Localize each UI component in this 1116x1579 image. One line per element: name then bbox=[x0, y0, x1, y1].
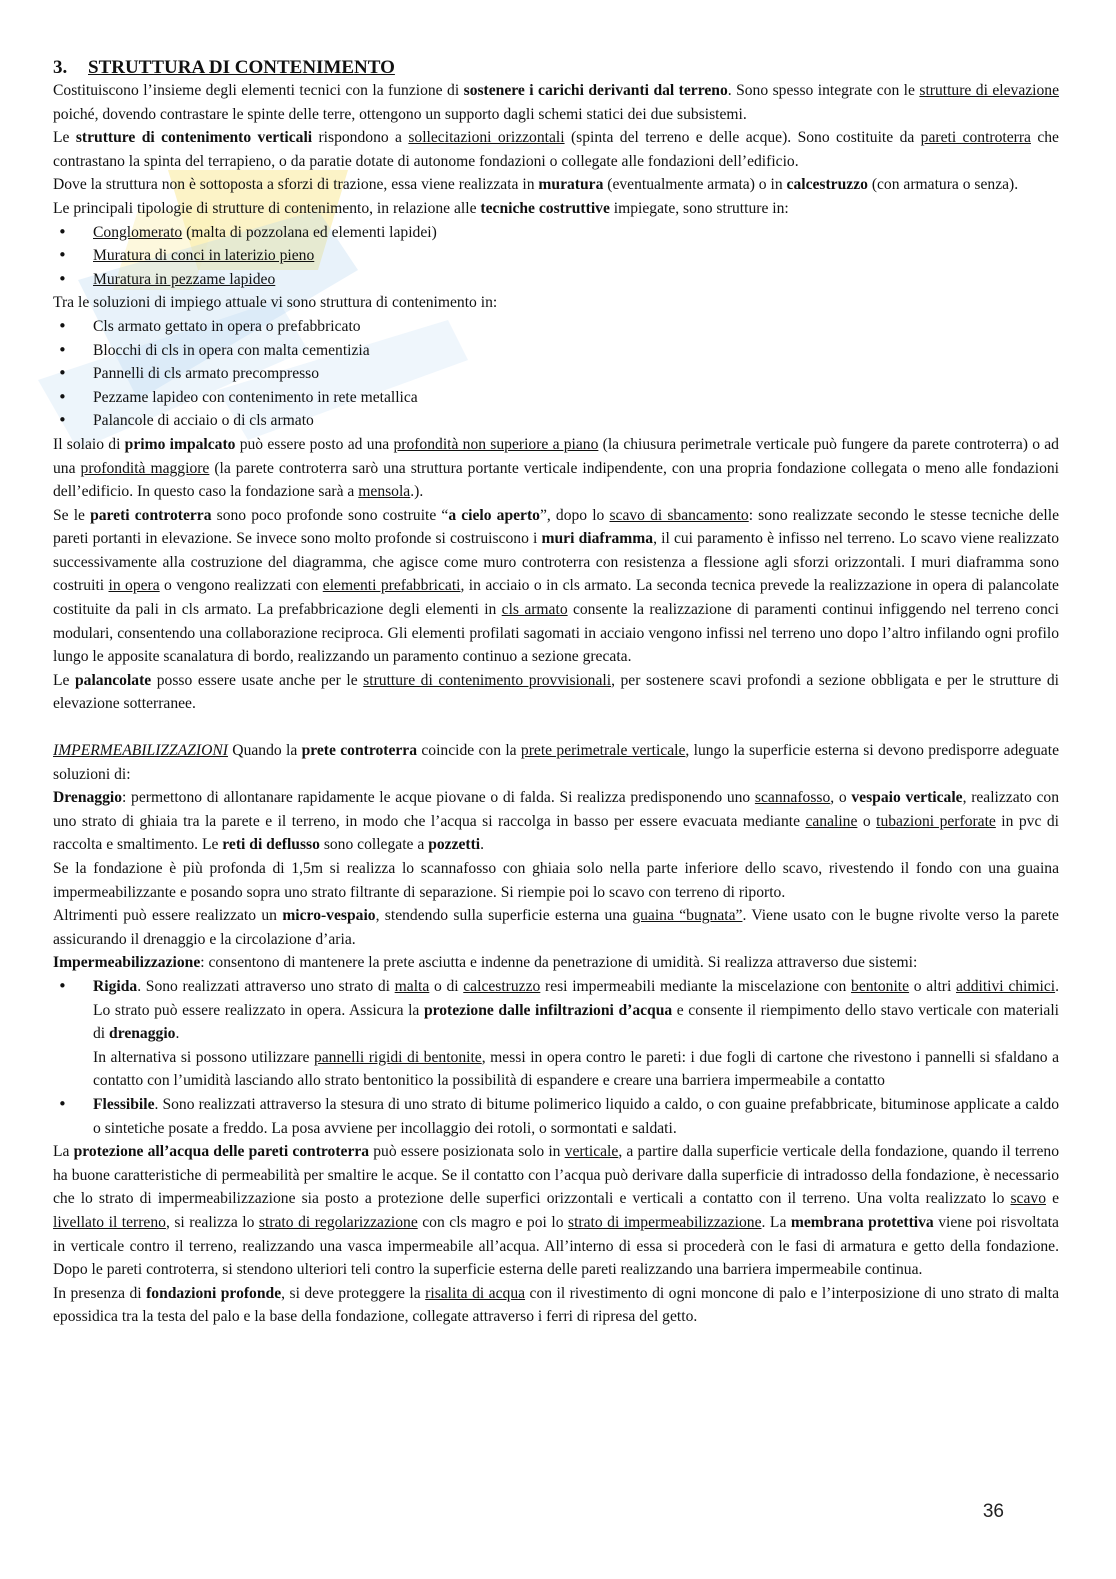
list-item: • Cls armato gettato in opera o prefabbricato bbox=[53, 315, 1059, 339]
paragraph-waterproofing-intro: IMPERMEABILIZZAZIONI Quando la prete controterra coincide con la prete perimetrale verticale, lungo la superficie esterna si devono predisporre adeguate soluzioni di: bbox=[53, 742, 1059, 783]
page-number: 36 bbox=[982, 1501, 1004, 1522]
paragraph-current-solutions: Tra le soluzioni di impiego attuale vi sono struttura di contenimento in: bbox=[53, 294, 498, 312]
list-item: • Palancole di acciaio o di cls armato bbox=[53, 409, 1059, 433]
paragraph-retaining-walls: Se le pareti controterra sono poco profonde sono costruite “a cielo aperto”, dopo lo scavo di sbancamento: sono realizzate secondo le stesse tecniche delle pareti portanti in elevazione. Se invece sono molto profonde si costruiscono i muri diaframma, il cui paramento è infisso nel terreno. Lo scavo viene realizzato successivamente alla costruzione del diagramma, che agisce come muro controterra con resistenza a flessione agli sforzi orizzontali. I muri diaframma sono costruiti in opera o vengono realizzati con elementi prefabbricati, in acciaio o in cls armato. La seconda tecnica prevede la realizzazione in opera di palancolate costituite da pali in cls armato. La prefabbricazione degli elementi in cls armato consente la realizzazione di paramenti continui infiggendo nel terreno conci modulari, consentendo una collaborazione reciproca. Gli elementi profilati sagomati in acciaio vengono infissi nel terreno uno dopo l’altro infilando ogni profilo lungo le apposite scanalatura di bordo, realizzando un paramento continuo a sezione grecata. bbox=[53, 506, 1060, 666]
paragraph-deep-foundations: In presenza di fondazioni profonde, si deve proteggere la risalita di acqua con il rivestimento di ogni moncone di palo e l’interposizione di uno strato di malta epossidica tra la testa del palo e la base della fondazione, collegate attraverso i ferri di ripresa del getto. bbox=[53, 1284, 1060, 1326]
paragraph-micro-vespaio: Altrimenti può essere realizzato un micro-vespaio, stendendo sulla superficie esterna una guaina “bugnata”. Viene usato con le bugne rivolte verso la parete assicurando il drenaggio e la circolazione d’aria. bbox=[53, 907, 1059, 948]
list-item-rigida: • Rigida. Sono realizzati attraverso uno strato di malta o di calcestruzzo resi impermeabili mediante la miscelazione con bentonite o altri additivi chimici. Lo strato può essere realizzato in opera. Assicura la protezione dalle infiltrazioni d’acqua e consente il riempimento dello stavo verticale con materiali di drenaggio. In alternativa si possono utilizzare pannelli rigidi di bentonite, messi in opera contro le pareti: i due fogli di cartone che rivestono i pannelli si sfaldano a contatto con l’umidità lasciando allo strato bentonitico la possibilità di espandere e creare una barriera impermeabile a contatto bbox=[53, 975, 1059, 1093]
paragraph-first-floor: Il solaio di primo impalcato può essere posto ad una profondità non superiore a piano (la chiusura perimetrale verticale può fungere da parete controterra) o ad una profondità maggiore (la parete controterra sarò una struttura portante verticale indipendente, con una propria fondazione collegata o meno alle fondazioni dell’edificio. In questo caso la fondazione sarà a mensola.). bbox=[53, 435, 1059, 501]
paragraph-drainage: Drenaggio: permettono di allontanare rapidamente le acque piovane o di falda. Si realizza predisponendo uno scannafosso, o vespaio verticale, realizzato con uno strato di ghiaia tra la parete e il terreno, in modo che l’acqua si raccolga in basso per essere evacuata mediante canaline o tubazioni perforate in pvc di raccolta e smaltimento. Le reti di deflusso sono collegate a pozzetti. bbox=[53, 789, 1059, 854]
paragraph-waterproofing: Impermeabilizzazione: consentono di mantenere la prete asciutta e indenne da penetrazione di umidità. Si realizza attraverso due sistemi: bbox=[53, 954, 918, 972]
list-item: • Pezzame lapideo con contenimento in rete metallica bbox=[53, 386, 1059, 410]
list-item: • Pannelli di cls armato precompresso bbox=[53, 362, 1059, 386]
paragraph-materials: Dove la struttura non è sottoposta a sforzi di trazione, essa viene realizzata in muratura (eventualmente armata) o in calcestruzzo (con armatura o senza). bbox=[53, 176, 1019, 194]
paragraph-sheet-piles: Le palancolate posso essere usate anche per le strutture di contenimento provvisionali, per sostenere scavi profondi a sezione obbligata e per le strutture di elevazione sotterranee. bbox=[53, 671, 1059, 713]
list-item-flessibile: • Flessibile. Sono realizzati attraverso la stesura di uno strato di bitume polimerico liquido a caldo, o con guaine prefabbricate, bituminose applicate a caldo o sintetiche posate a freddo. La posa avviene per incollaggio dei rotoli, o sormontati e saldati. bbox=[53, 1093, 1059, 1140]
list-item: • Blocchi di cls in opera con malta cementizia bbox=[53, 339, 1059, 363]
list-traditional-types bbox=[53, 221, 1059, 292]
section-number: 3. bbox=[53, 57, 68, 78]
section-title: STRUTTURA DI CONTENIMENTO bbox=[88, 57, 395, 78]
list-item: • Muratura in pezzame lapideo bbox=[53, 268, 1059, 292]
list-item: • Conglomerato (malta di pozzolana ed elementi lapidei) bbox=[53, 221, 1059, 245]
paragraph-water-protection: La protezione all’acqua delle pareti controterra può essere posizionata solo in verticale, a partire dalla superficie verticale della fondazione, quando il terreno ha buone caratteristiche di permeabilità per smaltire le acque. Se il contatto con l’acqua può derivare dalla superficie di intradosso della fondazione, è necessario che lo strato di impermeabilizzazione sia posto a protezione delle superfici orizzontali e verticali a contatto con il terreno. Una volta realizzato lo scavo e livellato il terreno, si realizza lo strato di regolarizzazione con cls magro e poi lo strato di impermeabilizzazione. La membrana protettiva viene poi risvoltata in verticale contro il terreno, realizzando una vasca impermeabile all’acqua. All’interno di essa si procederà con le fasi di armatura e getto della fondazione. Dopo le pareti controterra, si stendono ulteriori teli contro la superficie esterna delle pareti realizzando una barriera impermeabile continua. bbox=[53, 1143, 1059, 1279]
list-current-types bbox=[53, 315, 1059, 433]
page-content bbox=[53, 56, 1059, 1329]
paragraph-typologies: Le principali tipologie di strutture di contenimento, in relazione alle tecniche costruttive impiegate, sono strutture in: bbox=[53, 199, 789, 217]
paragraph-deep-foundation: Se la fondazione è più profonda di 1,5m si realizza lo scannafosso con ghiaia solo nella parte inferiore dello scavo, rivestendo il fondo con una guaina impermeabilizzante e posando sopra uno strato filtrante di separazione. Si riempie poi lo scavo con terreno di riporto. bbox=[53, 860, 1059, 901]
paragraph-vertical-structures: Le strutture di contenimento verticali rispondono a sollecitazioni orizzontali (spinta del terreno e delle acque). Sono costituite da pareti controterra che contrastano la spinta del terrapieno, o da paratie dotate di autonome fondazioni o collegate alle fondazioni dell’edificio. bbox=[53, 129, 1059, 170]
paragraph-spacer bbox=[53, 716, 1059, 739]
list-item: • Muratura di conci in laterizio pieno bbox=[53, 244, 1059, 268]
list-waterproofing-systems bbox=[53, 975, 1059, 1140]
paragraph-intro: Costituiscono l’insieme degli elementi tecnici con la funzione di sostenere i carichi derivanti dal terreno. Sono spesso integrate con le strutture di elevazione poiché, dovendo contrastare le spinte delle terre, ottengono un supporto dagli schemi statici dei due subsistemi. bbox=[53, 82, 1060, 123]
section-heading bbox=[53, 56, 1059, 79]
